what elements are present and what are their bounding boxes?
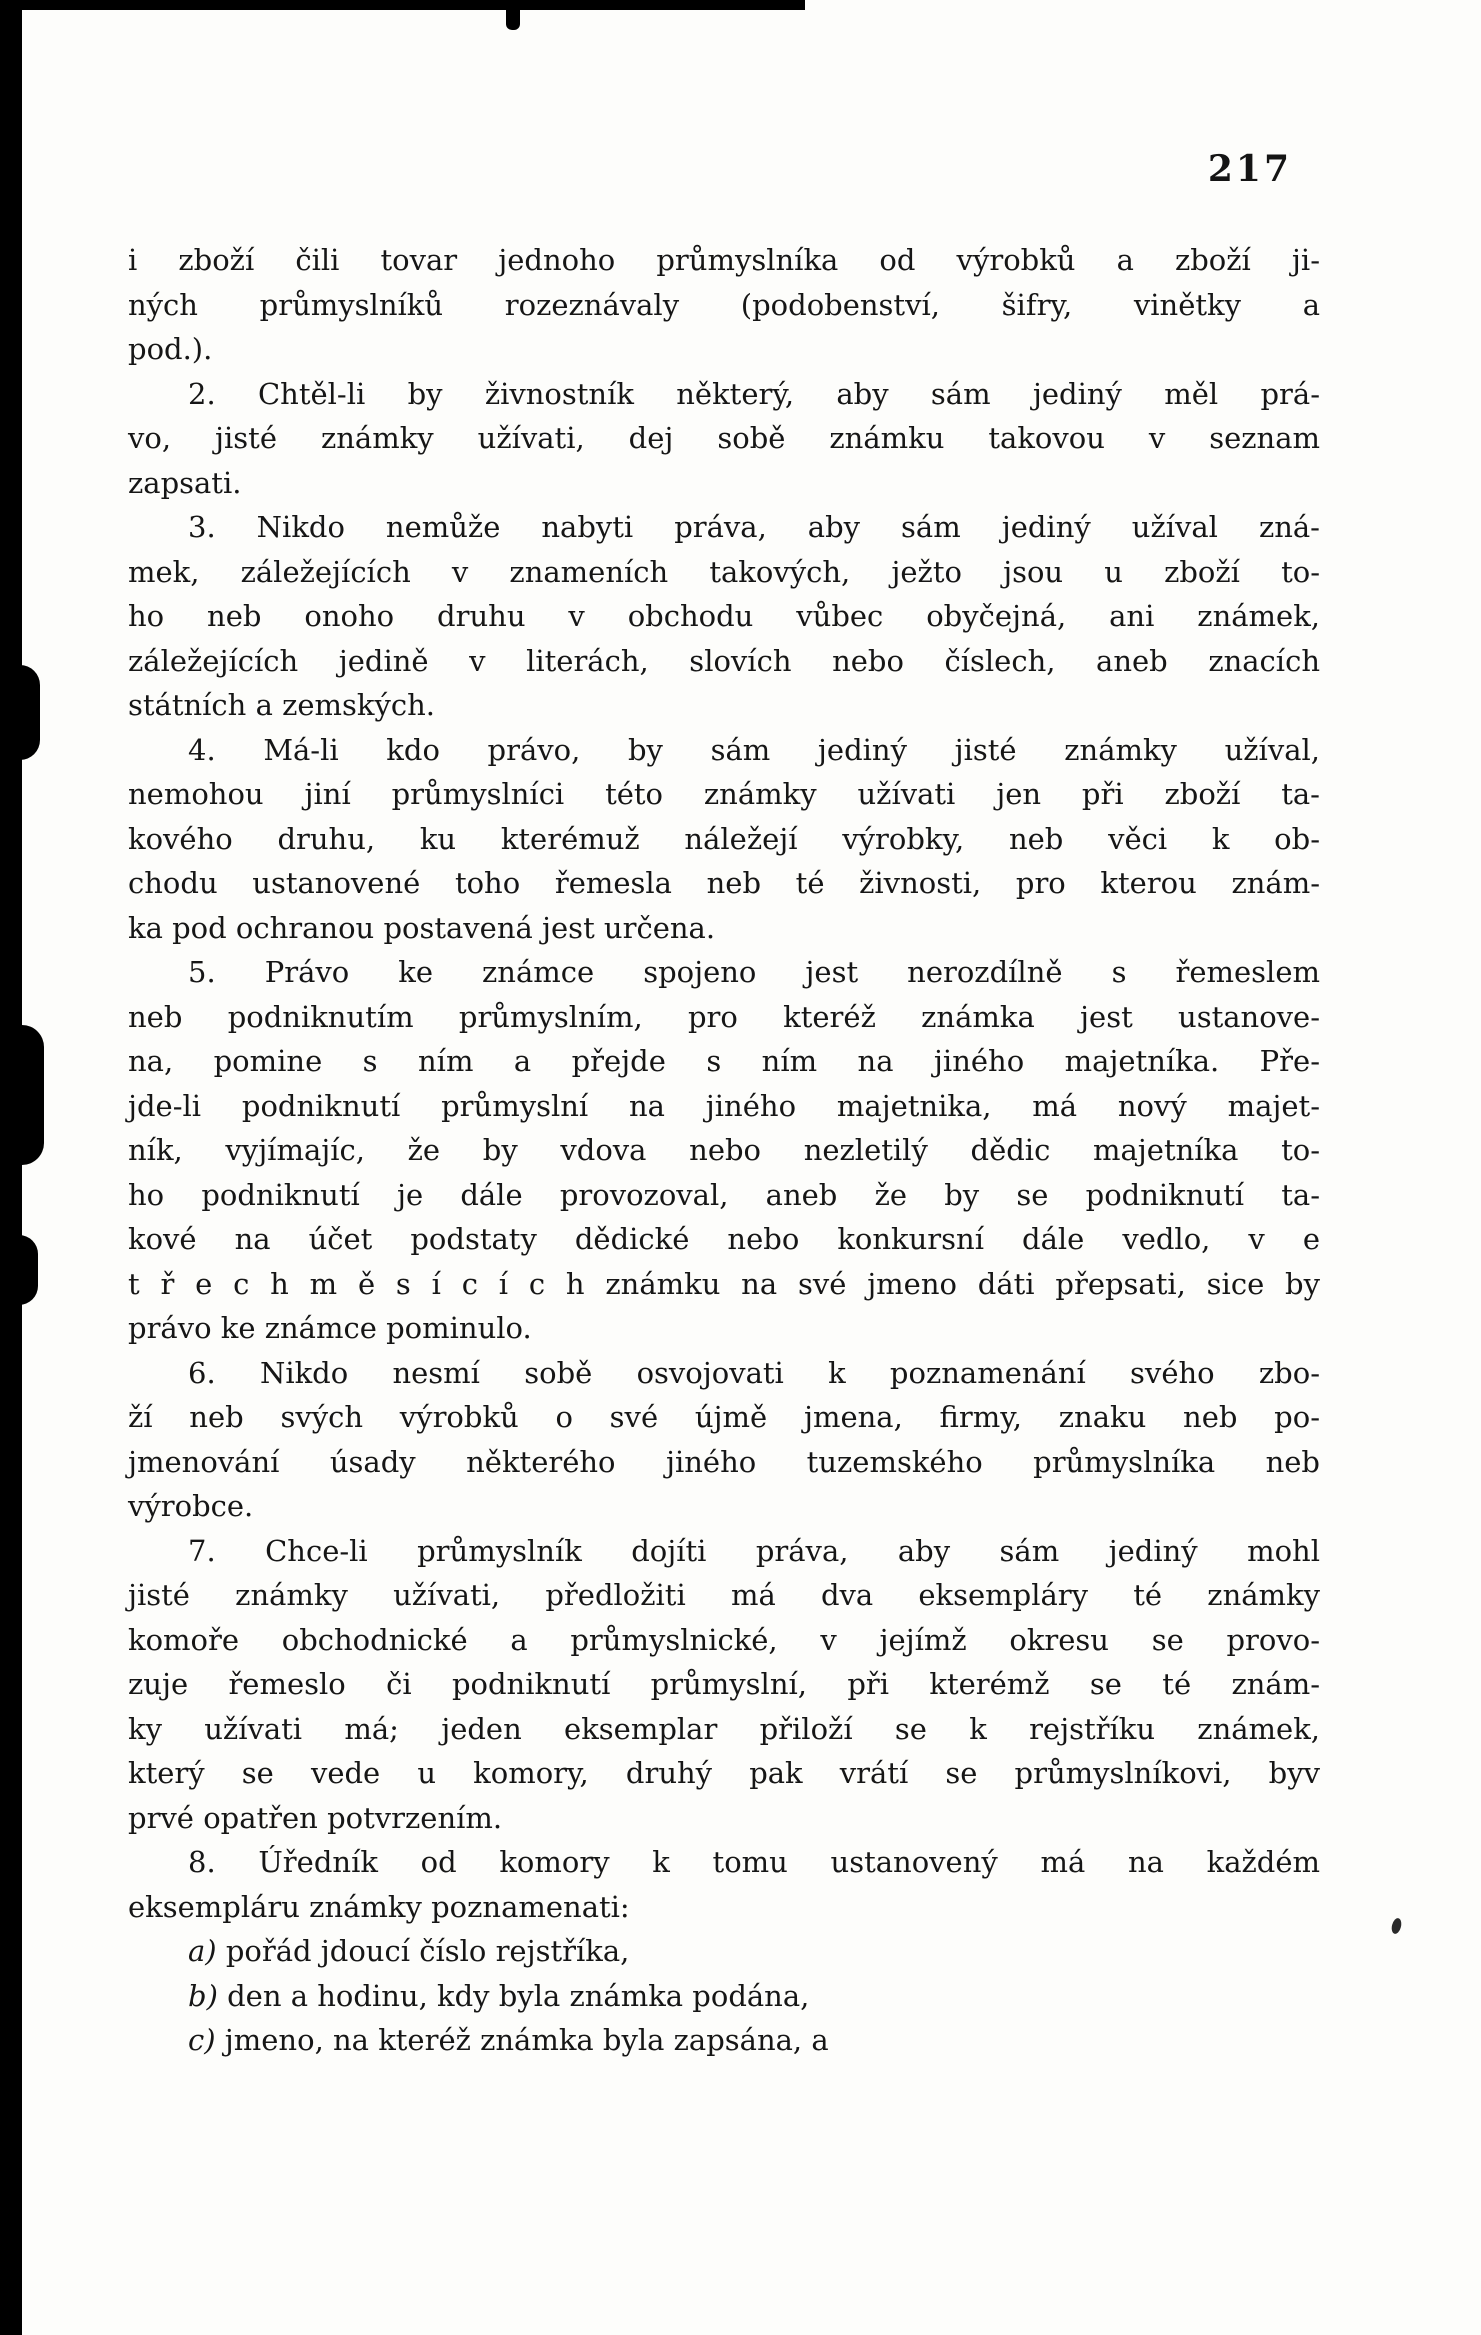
text-line: zapsati. [128,465,242,500]
text-line: 2. Chtěl-li by živnostník některý, aby sám jediný měl prá- [188,376,1320,411]
text-line: 5. Právo ke známce spojeno jest nerozdílně s řemeslem [188,955,1320,989]
text-line: ho neb onoho druhu v obchodu vůbec obyčejná, ani známek, [128,599,1320,633]
text-line: který se vede u komory, druhý pak vrátí se průmyslníkovi, byv [128,1756,1320,1790]
text-line: i zboží čili tovar jednoho průmyslníka od výrobků a zboží ji- [128,243,1320,277]
list-item [128,2018,1320,2063]
text-line: ho podniknutí je dále provozoval, aneb že by se podniknutí ta- [128,1177,1320,1212]
paragraph [128,505,1320,728]
list-item [128,1929,1320,1974]
text-line: státních a zemských. [128,688,435,722]
scan-artifact-top-tick [506,0,520,30]
text-line: výrobce. [128,1489,254,1523]
text-line: 3. Nikdo nemůže nabyti práva, aby sám jediný užíval zná- [188,510,1320,544]
text-line: t ř e c h m ě s í c í c h známku na své jmeno dáti přepsati, sice by [128,1266,1320,1301]
paragraph [128,728,1320,951]
scan-artifact-speck [1390,1917,1403,1935]
text-block [128,238,1320,2063]
scan-artifact-top-bar [0,0,805,10]
text-line: ník, vyjímajíc, že by vdova nebo nezletilý dědic majetníka to- [128,1133,1320,1167]
text-line: 7. Chce-li průmyslník dojíti práva, aby sám jediný mohl [188,1533,1320,1568]
list-item-marker: c) [188,2023,216,2057]
list-item-line: a) pořád jdoucí číslo rejstříka, [188,1934,630,1968]
text-line: ky užívati má; jeden eksemplar přiloží se k rejstříku známek, [128,1711,1320,1746]
text-line: 4. Má-li kdo právo, by sám jediný jisté známky užíval, [188,732,1320,767]
text-line: jmenování úsady některého jiného tuzemského průmyslníka neb [128,1444,1320,1479]
text-line: kové na účet podstaty dědické nebo konkursní dále vedlo, v e [128,1222,1320,1256]
text-line: ží neb svých výrobků o své újmě jmena, firmy, znaku neb po- [128,1400,1320,1434]
text-line: právo ke známce pominulo. [128,1311,532,1345]
list-item-marker: b) [188,1978,218,2013]
scan-artifact-left-strip [0,0,22,2335]
list-item [128,1974,1320,2019]
paragraph [128,1840,1320,1929]
text-line: mek, záležejících v znameních takových, ježto jsou u zboží to- [128,554,1320,589]
text-line: pod.). [128,332,213,366]
text-line: ných průmyslníků rozeznávaly (podobenství, šifry, vinětky a [128,287,1320,322]
scan-artifact-blob [0,1235,38,1305]
text-line: jde-li podniknutí průmyslní na jiného majetnika, má nový majet- [128,1088,1320,1123]
page-number: 217 [1207,148,1292,190]
text-line: 8. Úředník od komory k tomu ustanovený má na každém [188,1845,1320,1879]
paragraph [128,1351,1320,1529]
list-item-line: c) jmeno, na kteréž známka byla zapsána, a [188,2023,829,2057]
text-line: záležejících jedině v literách, slovích nebo číslech, aneb znacích [128,643,1320,678]
text-line: neb podniknutím průmyslním, pro kteréž známka jest ustanove- [128,999,1320,1034]
paragraph [128,238,1320,372]
text-line: chodu ustanovené toho řemesla neb té živnosti, pro kterou znám- [128,866,1320,900]
paragraph [128,372,1320,506]
list-item-marker: a) [188,1934,217,1968]
text-line: nemohou jiní průmyslníci této známky užívati jen při zboží ta- [128,777,1320,811]
text-line: prvé opatřen potvrzením. [128,1800,503,1835]
text-line: ka pod ochranou postavená jest určena. [128,910,716,945]
paragraph [128,1529,1320,1841]
text-line: zuje řemeslo či podniknutí průmyslní, při kterémž se té znám- [128,1667,1320,1701]
text-line: eksempláru známky poznamenati: [128,1889,630,1924]
text-line: 6. Nikdo nesmí sobě osvojovati k poznamenání svého zbo- [188,1355,1320,1390]
scan-artifact-blob [0,665,40,760]
text-line: na, pomine s ním a přejde s ním na jiného majetníka. Pře- [128,1044,1320,1078]
text-line: jisté známky užívati, předložiti má dva eksempláry té známky [128,1578,1320,1612]
text-line: kového druhu, ku kterémuž náležejí výrobky, neb věci k ob- [128,821,1320,856]
list-item-line: b) den a hodinu, kdy byla známka podána, [188,1978,810,2013]
text-line: vo, jisté známky užívati, dej sobě známku takovou v seznam [128,421,1320,455]
paragraph [128,950,1320,1351]
scan-artifact-blob [0,1025,44,1165]
text-line: komoře obchodnické a průmyslnické, v jejímž okresu se provo- [128,1622,1320,1657]
